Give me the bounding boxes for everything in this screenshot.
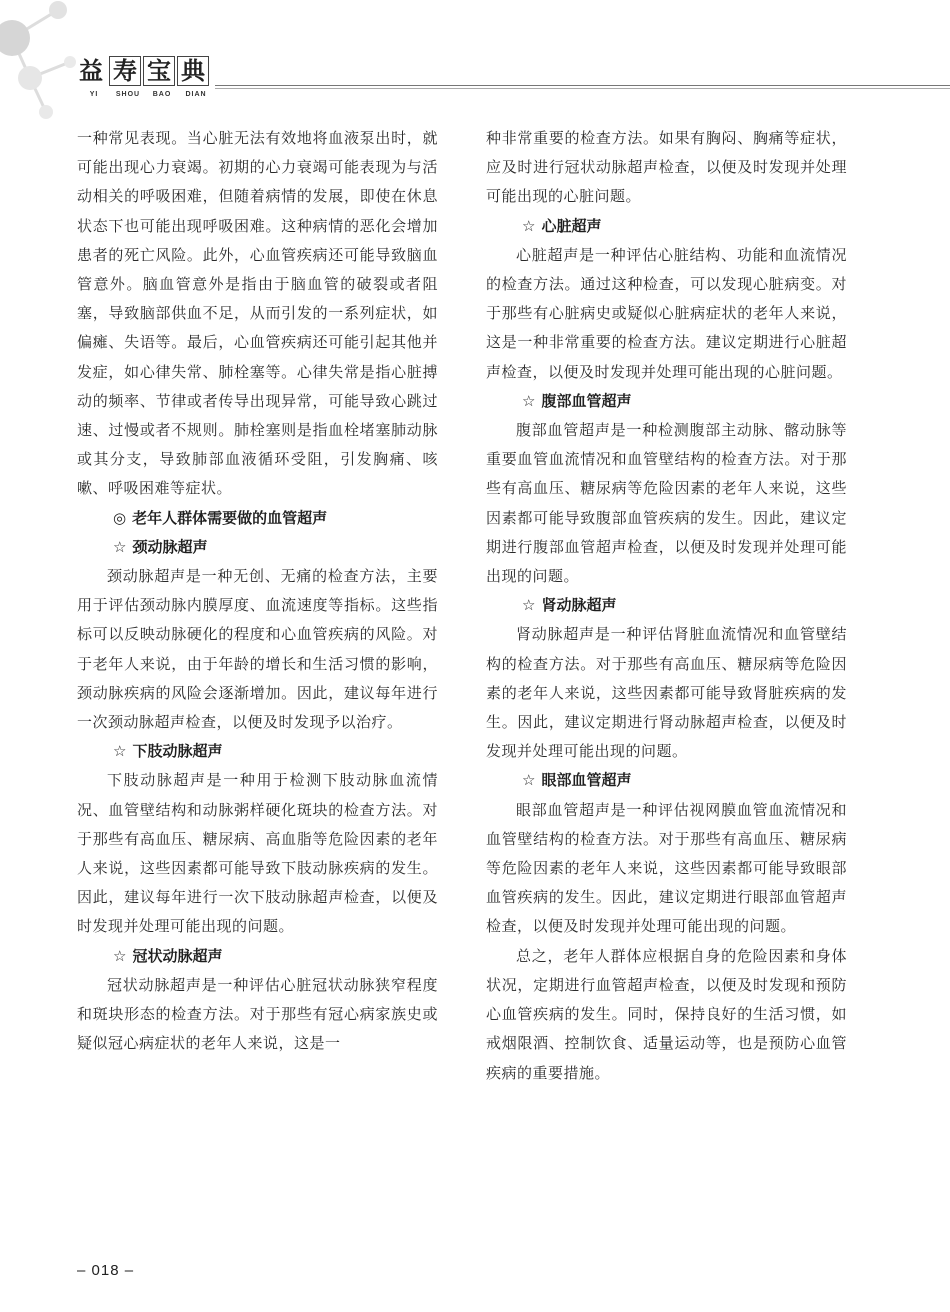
pinyin-dian: DIAN <box>185 91 207 98</box>
pinyin-shou: SHOU <box>115 91 141 98</box>
subheading-text: 心脏超声 <box>541 216 602 235</box>
paragraph-lower-limb: 下肢动脉超声是一种用于检测下肢动脉血流情况、血管壁结构和动脉粥样硬化斑块的检查方法。对于那些有高血压、糖尿病、高血脂等危险因素的老年人来说，这些因素都可能导致下肢动脉疾病的发生。因此，建议每年进行一次下肢动脉超声检查，以便及时发现并处理可能出现的问题。 <box>77 771 438 936</box>
subheading-lower-limb <box>77 737 438 766</box>
paragraph-abdomen: 腹部血管超声是一种检测腹部主动脉、髂动脉等重要血管血流情况和血管壁结构的检查方法。对于那些有高血压、糖尿病等危险因素的老年人来说，这些因素都可能导致腹部血管疾病的发生。因此，建议定期进行腹部血管超声检查，以便及时发现并处理可能出现的问题。 <box>486 421 847 586</box>
subheading-text: 眼部血管超声 <box>541 771 632 790</box>
brand-char: 寿 <box>109 56 141 86</box>
brand-char: 典 <box>177 56 209 86</box>
page-number: – 018 – <box>77 1262 135 1279</box>
subheading-text: 肾动脉超声 <box>541 596 617 615</box>
paragraph-heart: 心脏超声是一种评估心脏结构、功能和血流情况的检查方法。通过这种检查，可以发现心脏病变。对于那些有心脏病史或疑似心脏病症状的老年人来说，这是一种非常重要的检查方法。建议定期进行心脏超声检查，以便及时发现并处理可能出现的心脏问题。 <box>486 245 847 381</box>
subheading-renal <box>486 591 847 620</box>
star-icon: ☆ <box>522 771 536 790</box>
brand-char: 益 <box>79 56 103 85</box>
subheading-text: 冠状动脉超声 <box>132 946 223 965</box>
pinyin-yi: YI <box>89 91 99 98</box>
subheading-coronary <box>77 942 438 971</box>
subheading-text: 颈动脉超声 <box>132 537 208 556</box>
subheading-text: 下肢动脉超声 <box>132 742 223 761</box>
paragraph-renal: 肾动脉超声是一种评估肾脏血流情况和血管壁结构的检查方法。对于那些有高血压、糖尿病等危险因素的老年人来说，这些因素都可能导致肾脏疾病的发生。因此，建议定期进行肾动脉超声检查，以便及时发现并处理可能出现的问题。 <box>486 625 847 761</box>
section-heading-text: 老年人群体需要做的血管超声 <box>132 508 328 527</box>
star-icon: ☆ <box>522 216 536 235</box>
section-heading <box>77 504 438 533</box>
circle-mark-icon: ◎ <box>113 508 127 527</box>
pinyin-bao: BAO <box>152 91 172 98</box>
star-icon: ☆ <box>113 946 127 965</box>
subheading-heart <box>486 212 847 241</box>
subheading-carotid <box>77 533 438 562</box>
right-column <box>486 124 847 1088</box>
paragraph-coronary: 冠状动脉超声是一种评估心脏冠状动脉狭窄程度和斑块形态的检查方法。对于那些有冠心病家族史或疑似冠心病症状的老年人来说，这是一 <box>77 975 438 1053</box>
star-icon: ☆ <box>522 391 536 410</box>
star-icon: ☆ <box>113 742 127 761</box>
paragraph-summary: 总之，老年人群体应根据自身的危险因素和身体状况，定期进行血管超声检查，以便及时发现和预防心血管疾病的发生。同时，保持良好的生活习惯，如戒烟限酒、控制饮食、适量运动等，也是预防心血管疾病的重要措施。 <box>486 946 847 1082</box>
subheading-abdomen <box>486 387 847 416</box>
brand-char: 宝 <box>143 56 175 86</box>
subheading-text: 腹部血管超声 <box>541 391 632 410</box>
paragraph-carotid: 颈动脉超声是一种无创、无痛的检查方法，主要用于评估颈动脉内膜厚度、血流速度等指标。这些指标可以反映动脉硬化的程度和心血管疾病的风险。对于老年人来说，由于年龄的增长和生活习惯的影响，颈动脉疾病的风险会逐渐增加。因此，建议每年进行一次颈动脉超声检查，以便及时发现予以治疗。 <box>77 567 438 732</box>
paragraph-cardiac-complications: 一种常见表现。当心脏无法有效地将血液泵出时，就可能出现心力衰竭。初期的心力衰竭可能表现为与活动相关的呼吸困难，但随着病情的发展，即使在休息状态下也可能出现呼吸困难。这种病情的恶化会增加患者的死亡风险。此外，心血管疾病还可能导致脑血管意外。脑血管意外是指由于脑血管的破裂或者阻塞，导致脑部供血不足，从而引发的一系列症状，如偏瘫、失语等。最后，心血管疾病还可能引起其他并发症，如心律失常、肺栓塞等。心律失常是指心脏搏动的频率、节律或者传导出现异常，可能导致心跳过速、过慢或者不规则。肺栓塞则是指血栓堵塞肺动脉或其分支，导致肺部血液循环受阻，引发胸痛、咳嗽、呼吸困难等症状。 <box>77 129 438 498</box>
left-column <box>77 124 438 1059</box>
brand-title <box>75 56 209 86</box>
header-rule-thin <box>215 88 950 89</box>
subheading-eye <box>486 766 847 795</box>
paragraph-eye: 眼部血管超声是一种评估视网膜血管血流情况和血管壁结构的检查方法。对于那些有高血压、糖尿病等危险因素的老年人来说，这些因素都可能导致眼部血管疾病的发生。因此，建议定期进行眼部血管超声检查，以便及时发现并处理可能出现的问题。 <box>486 800 847 936</box>
paragraph-coronary-continued: 种非常重要的检查方法。如果有胸闷、胸痛等症状，应及时进行冠状动脉超声检查，以便及时发现并处理可能出现的心脏问题。 <box>486 129 847 206</box>
star-icon: ☆ <box>522 596 536 615</box>
brand-pinyin <box>77 91 213 98</box>
header-rule <box>215 85 950 86</box>
star-icon: ☆ <box>113 537 127 556</box>
